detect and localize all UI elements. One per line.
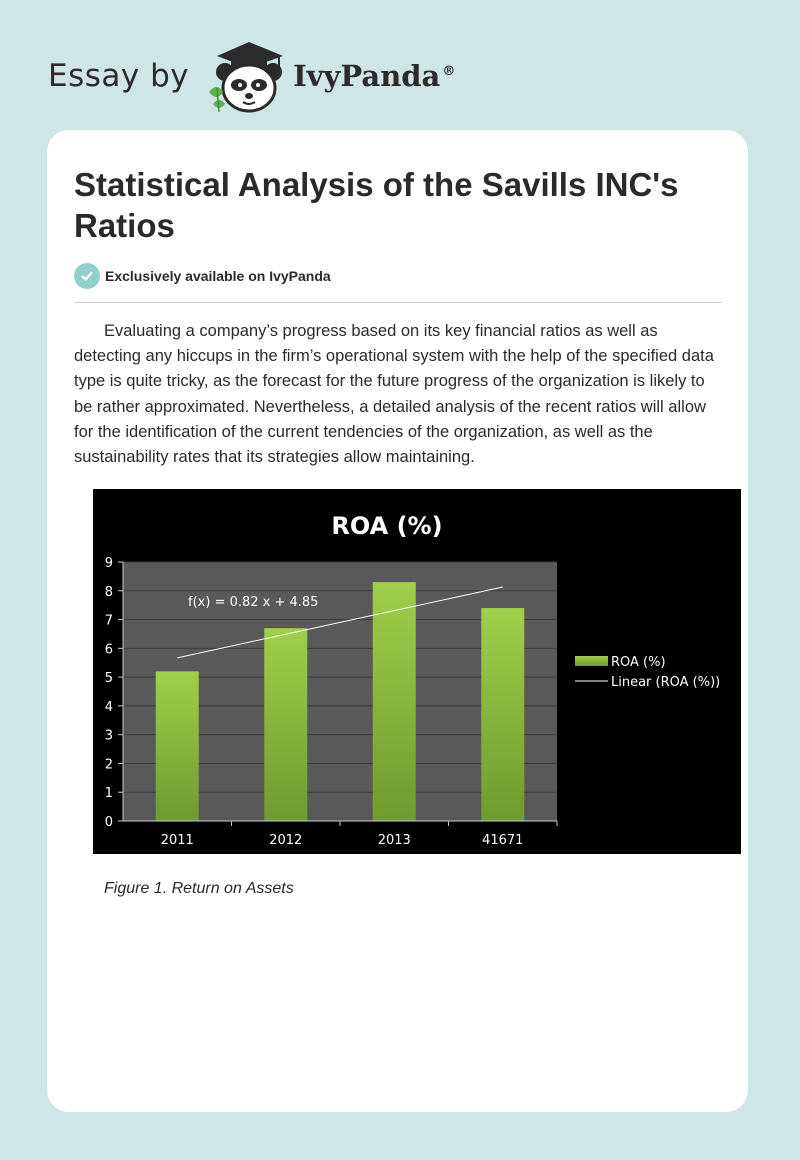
bar: [373, 582, 416, 821]
bar: [481, 608, 524, 821]
y-tick-label: 8: [104, 584, 113, 600]
y-tick-label: 7: [104, 613, 113, 629]
x-tick-label: 2011: [160, 833, 194, 848]
legend-label-trendline: Linear (ROA (%)): [611, 675, 721, 690]
legend-label-series: ROA (%): [611, 655, 666, 670]
brand-prefix: Essay by: [48, 58, 190, 94]
y-tick-label: 4: [104, 699, 113, 715]
bar: [156, 671, 199, 821]
exclusive-badge: [74, 263, 331, 289]
y-tick-label: 0: [104, 815, 113, 830]
y-tick-label: 6: [104, 642, 113, 658]
figure-caption: Figure 1. Return on Assets: [104, 880, 294, 897]
x-tick-label: 41671: [482, 833, 524, 848]
x-tick-label: 2012: [269, 833, 303, 848]
legend-swatch-bar: [575, 656, 608, 666]
check-icon: [74, 263, 100, 289]
trendline-equation: f(x) = 0.82 x + 4.85: [188, 595, 319, 610]
chart-svg: [93, 489, 741, 854]
y-tick-label: 1: [104, 786, 113, 802]
bar: [264, 628, 307, 821]
panda-logo-icon: [203, 38, 289, 114]
roa-chart: [93, 489, 741, 854]
chart-title: ROA (%): [331, 512, 443, 540]
x-tick-label: 2013: [377, 833, 411, 848]
y-tick-label: 9: [104, 556, 113, 571]
divider: [74, 302, 722, 303]
exclusive-label: Exclusively available on IvyPanda: [105, 268, 331, 284]
body-paragraph: Evaluating a company’s progress based on its key financial ratios as well as detecting any hiccups in the firm’s operational system with the help of the specified data type is quite tricky, as the forecast for the future progress of the organization is likely to be rather approximated. Nevertheless, a detailed analysis of the recent ratios will allow for the identification of the current tendencies of the organization, as well as the sustainability rates that its strategies allow maintaining.: [74, 322, 714, 467]
y-tick-label: 5: [104, 671, 113, 687]
article-card: [47, 130, 748, 1112]
brand-header[interactable]: [48, 36, 455, 116]
page-title: Statistical Analysis of the Savills INC's Ratios: [74, 166, 679, 244]
y-tick-label: 2: [104, 757, 113, 773]
y-tick-label: 3: [104, 728, 113, 744]
brand-name: IvyPanda ®: [293, 59, 456, 93]
